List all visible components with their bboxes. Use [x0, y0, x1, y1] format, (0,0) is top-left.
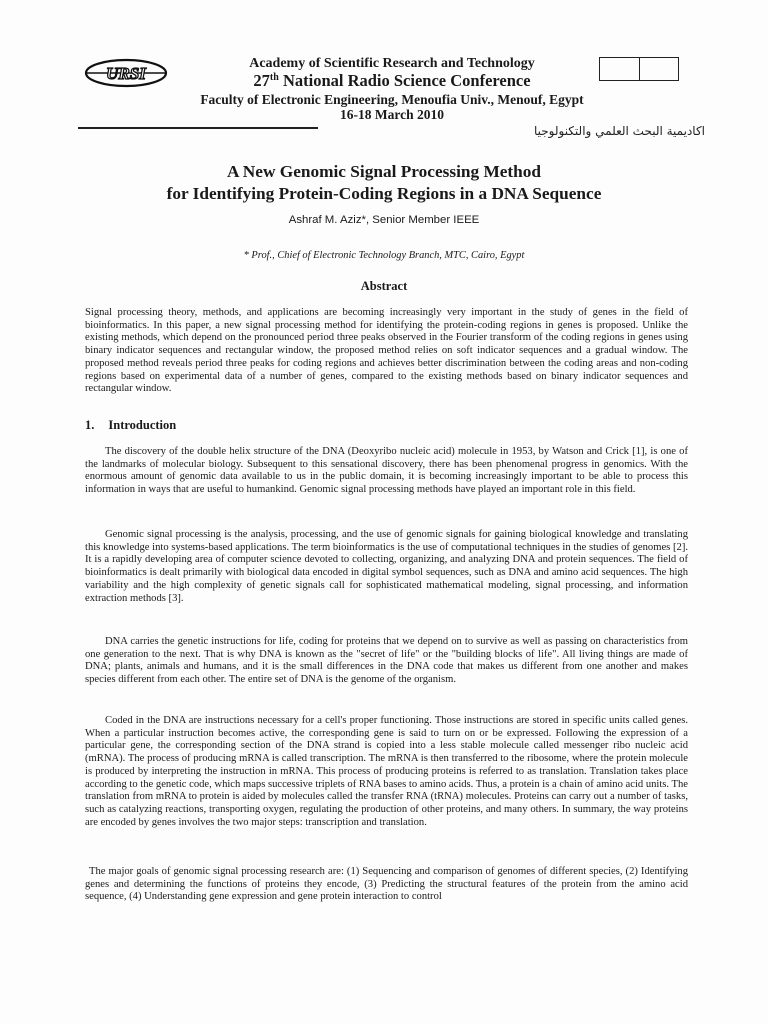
conference-dates: 16-18 March 2010	[340, 107, 444, 123]
paper-title-line-1: A New Genomic Signal Processing Method	[226, 162, 542, 181]
code-box-divider	[639, 58, 640, 80]
section-title: Introduction	[108, 418, 177, 432]
ursi-logo-text: URSI	[106, 64, 146, 83]
conference-number: 27	[253, 71, 270, 91]
conference-title: National Radio Science Conference	[278, 71, 531, 91]
body-paragraph: DNA carries the genetic instructions for life, coding for proteins that we depend on to survive as well as passing on characteristics from one generation to the next. That is why DNA is known as the "secret of life" or the "building blocks of life". All living things are made of DNA; plants, animals and humans, and it is the small differences in the DNA code that makes us different from one another and makes species different from each other. The entire set of DNA is the genome of the organism.	[85, 636, 688, 686]
body-paragraph: The major goals of genomic signal processing research are: (1) Sequencing and comparison of genomes of different species, (2) Identifying genes and determining the functions of proteins they encode, (3) Predicting the structural features of the protein from the amino acid sequence, (4) Understanding gene expression and gene protein interaction to control	[85, 866, 688, 903]
author-line: Ashraf M. Aziz*, Senior Member IEEE	[288, 214, 480, 226]
body-paragraph: Genomic signal processing is the analysis, processing, and the use of genomic signals for gaining biological knowledge and translating this knowledge into systems-based applications. The term bioinformatics is the use of computational techniques in the studies of genomes [2]. It is a rapidly developing area of computer science devoted to collecting, organizing, and analyzing DNA and protein sequences. The field of bioinformatics is dealt primarily with biological data encoded in digital symbol sequences, such as DNA and amino acid sequences. The high variability and the high complexity of genetic signals call for sophisticated mathematical modeling, signal processing, and information extraction methods [3].	[85, 529, 688, 604]
section-heading-introduction	[85, 418, 176, 433]
abstract-text: Signal processing theory, methods, and applications are becoming increasingly very important in the study of genes in the field of bioinformatics. In this paper, a new signal processing method for identifying the protein-coding regions in genes is proposed. Unlike the existing methods, which depend on the pronounced period three peaks observed in the Fourier transform of the coding regions in genes using binary indicator sequences and rectangular window, the proposed method relies on soft indicator sequences and a gradual window. The proposed method reveals period three peaks for coding regions and achieves better discrimination between the coding areas and non-coding regions based on experimental data of a number of genes, compared to the existing methods based on binary indicator sequences and rectangular window.	[85, 307, 688, 395]
academy-name: Academy of Scientific Research and Technology	[249, 56, 535, 71]
paper-title	[80, 161, 688, 205]
faculty-line: Faculty of Electronic Engineering, Menoufia Univ., Menouf, Egypt	[200, 91, 584, 107]
paper-title-line-2: for Identifying Protein-Coding Regions in a DNA Sequence	[166, 184, 602, 203]
conference-header	[180, 56, 604, 123]
abstract-heading: Abstract	[360, 279, 408, 293]
body-paragraph: The discovery of the double helix structure of the DNA (Deoxyribo nucleic acid) molecule in 1953, by Watson and Crick [1], is one of the landmarks of molecular biology. Subsequent to this sensational discovery, there has been phenomenal progress in genomics. With the enormous amount of genomic data available to us in the public domain, it is becoming increasingly important to be able to process this information in ways that are useful to humankind. Genomic signal processing methods have played an important role in this field.	[85, 446, 688, 496]
arabic-academy-name: اكاديمية البحث العلمي والتكنولوجيا	[533, 124, 705, 138]
body-paragraph: Coded in the DNA are instructions necessary for a cell's proper functioning. Those instructions are stored in specific units called genes. When a particular instruction becomes active, the corresponding gene is said to turn on or be expressed. Following the expression of a particular gene, the corresponding section of the DNA strand is copied into a less stable molecule called messenger ribo nucleic acid (mRNA). The process of producing mRNA is called transcription. The mRNA is then transferred to the ribosome, where the protein molecule is produced by interpreting the instruction in mRNA. This process of producing proteins is referred to as translation. Translation takes place according to the genetic code, which maps successive triplets of RNA bases to amino acids. Thus, a protein is a chain of amino acid units. The translation from mRNA to protein is aided by molecules called the transfer RNA (tRNA) molecules. Proteins can carry out a number of tasks, such as catalyzing reactions, transporting oxygen, regulating the production of other proteins, and many others. In summary, the way proteins are encoded by genes involves the two major steps: transcription and translation.	[85, 715, 689, 828]
conference-number-suffix: th	[269, 72, 279, 84]
ursi-logo-icon	[82, 56, 170, 90]
header-rule	[78, 127, 318, 129]
conference-name	[180, 72, 604, 90]
author-affiliation: * Prof., Chief of Electronic Technology Branch, MTC, Cairo, Egypt	[243, 250, 525, 261]
section-number: 1.	[85, 418, 95, 432]
paper-code-box	[599, 57, 679, 81]
